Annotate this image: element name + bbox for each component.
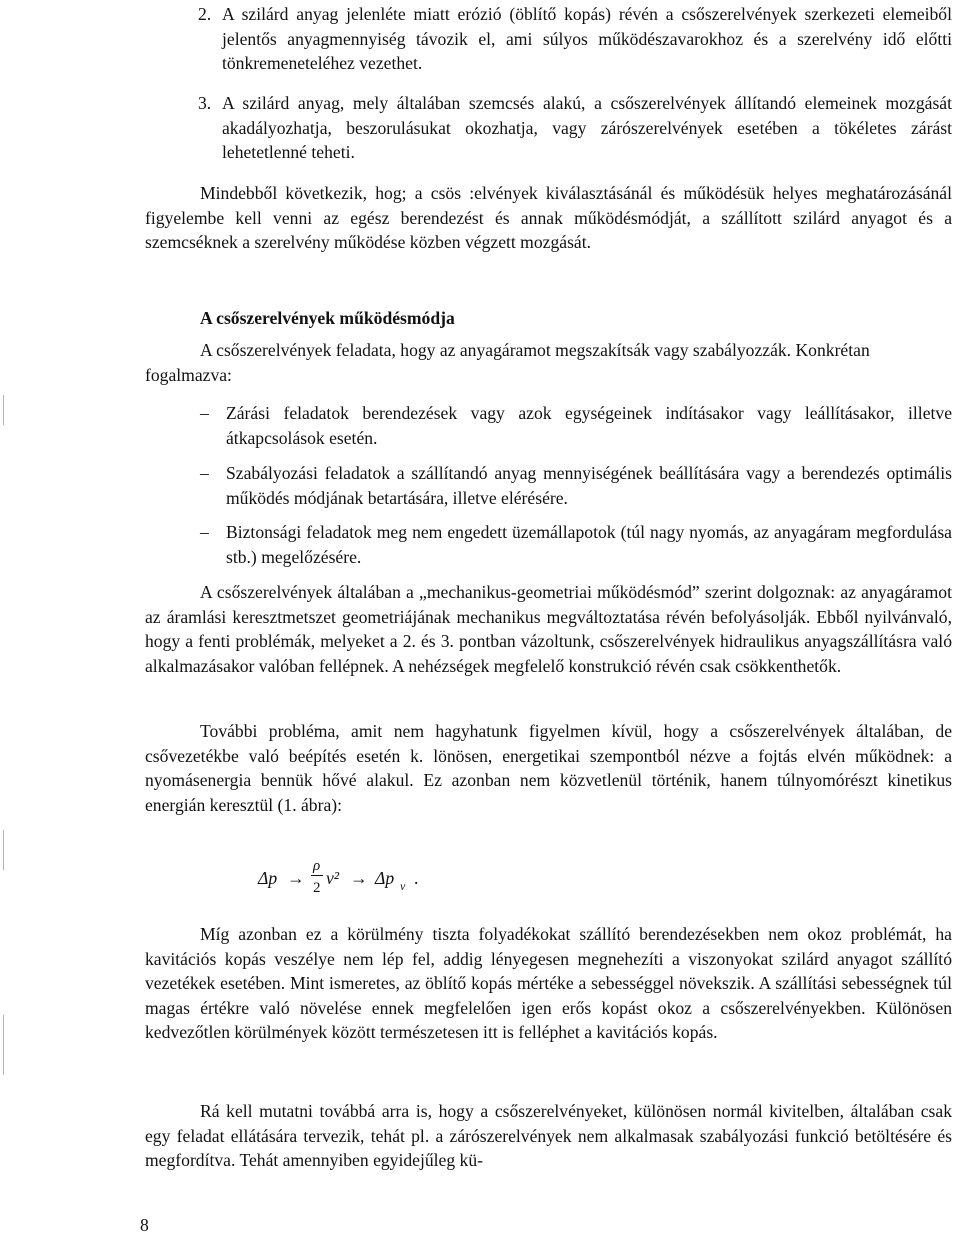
paragraph: Míg azonban ez a körülmény tiszta folyadékokat szállító berendezésekben nem okoz problémát, ha kavitációs kopás veszélye nem lép fel, addig lényegesen megnehezíti a viszonyokat szilárd anyagot szállító vezetékek esetében. Mint ismeretes, az öblítő kopás mértéke a sebességgel növekszik. A szállítási sebességnek túl magas értékre való növelése ennek megfelelően igen erős kopást okoz a csőszerelvényekben. Különösen kedvezőtlen körülmények között természetesen itt is felléphet a kavitációs kopás. <box>145 924 952 1043</box>
dash-item-text: Biztonsági feladatok meg nem engedett üzemállapotok (túl nagy nyomás, az anyagáram megfordulása stb.) megelőzésére. <box>226 522 952 567</box>
formula-delta-p: Δp <box>258 868 278 888</box>
formula <box>258 854 478 904</box>
dash-bullet: – <box>200 463 209 483</box>
scan-margin-mark <box>3 1015 4 1075</box>
section-heading: A csőszerelvények működésmódja <box>200 308 455 328</box>
formula-arrow: → <box>287 868 305 888</box>
paragraph: További probléma, amit nem hagyhatunk figyelmen kívül, hogy a csőszerelvények általában, de csővezetékbe való beépítés esetén k. lönösen, energetikai szempontból nézve a fojtás elvén működnek: a nyomásenergia bennük hővé alakul. Ez azonban nem közvetlenül történik, hanem túlnyomórészt kinetikus energián keresztül (1. ábra): <box>145 721 952 815</box>
paragraph: A csőszerelvények általában a „mechanikus-geometriai működésmód” szerint dolgoznak: az anyagáramot az áramlási keresztmetszet geometriájának mechanikus megváltoztatása révén befolyásolják. Ebből nyilvánvaló, hogy a fenti problémák, melyeket a 2. és 3. pontban vázoltunk, csőszerelvények hidraulikus anyagszállításra való alkalmazásakor valóban fellépnek. A nehézségek megfelelő konstrukció révén csak csökkenthetők. <box>145 582 952 676</box>
paragraph: A csőszerelvények feladata, hogy az anyagáramot megszakítsák vagy szabályozzák. Konkrétan fogalmazva: <box>145 340 870 385</box>
dash-item-text: Szabályozási feladatok a szállítandó anyag mennyiségének beállítására vagy a berendezés optimális működés módjának betartására, illetve elérésére. <box>226 463 952 508</box>
item-text: A szilárd anyag jelenléte miatt erózió (öblítő kopás) révén a csőszerelvények szerkezeti elemeiből jelentős anyagmennyiség távozik el, ami súlyos működészavarokhoz és a szerelvény idő előtti tönkremeneteléhez vezethet. <box>222 4 952 74</box>
dash-bullet: – <box>200 403 209 423</box>
paragraph: Rá kell mutatni továbbá arra is, hogy a csőszerelvényeket, különösen normál kivitelben, általában csak egy feladat ellátására tervezik, tehát pl. a zárószerelvények nem alkalmasak szabályozási funkció betöltésére és megfordítva. Tehát amennyiben egyidejűleg kü- <box>145 1101 952 1171</box>
page-number: 8 <box>140 1215 149 1235</box>
scan-margin-mark <box>3 830 4 870</box>
formula-subscript-v: v <box>400 879 406 893</box>
item-text: A szilárd anyag, mely általában szemcsés alakú, a csőszerelvények állítandó elemeinek mozgását akadályozhatja, beszorulásukat okozhatja, vagy zárószerelvények esetében a tökéletes zárást lehetetlenné teheti. <box>222 93 952 163</box>
paragraph: Mindebből következik, hog; a csös :elvények kiválasztásánál és működésük helyes meghatározásánál figyelembe kell venni az egész berendezést és annak működésmódját, a szállított szilárd anyagot és a szemcséknek a szerelvény működése közben végzett mozgását. <box>145 183 952 253</box>
formula-v-squared: v² <box>326 868 340 888</box>
formula-rho: ρ <box>313 858 321 874</box>
formula-two: 2 <box>313 880 321 896</box>
formula-arrow: → <box>350 868 368 888</box>
scan-margin-mark <box>3 395 4 425</box>
item-number: 3. <box>198 93 212 113</box>
formula-period: . <box>414 868 419 888</box>
formula-delta-pv: Δp <box>375 868 395 888</box>
dash-item-text: Zárási feladatok berendezések vagy azok egységeinek indításakor vagy leállításakor, illetve átkapcsolások esetén. <box>226 403 952 448</box>
item-number: 2. <box>198 4 212 24</box>
dash-bullet: – <box>200 522 209 542</box>
